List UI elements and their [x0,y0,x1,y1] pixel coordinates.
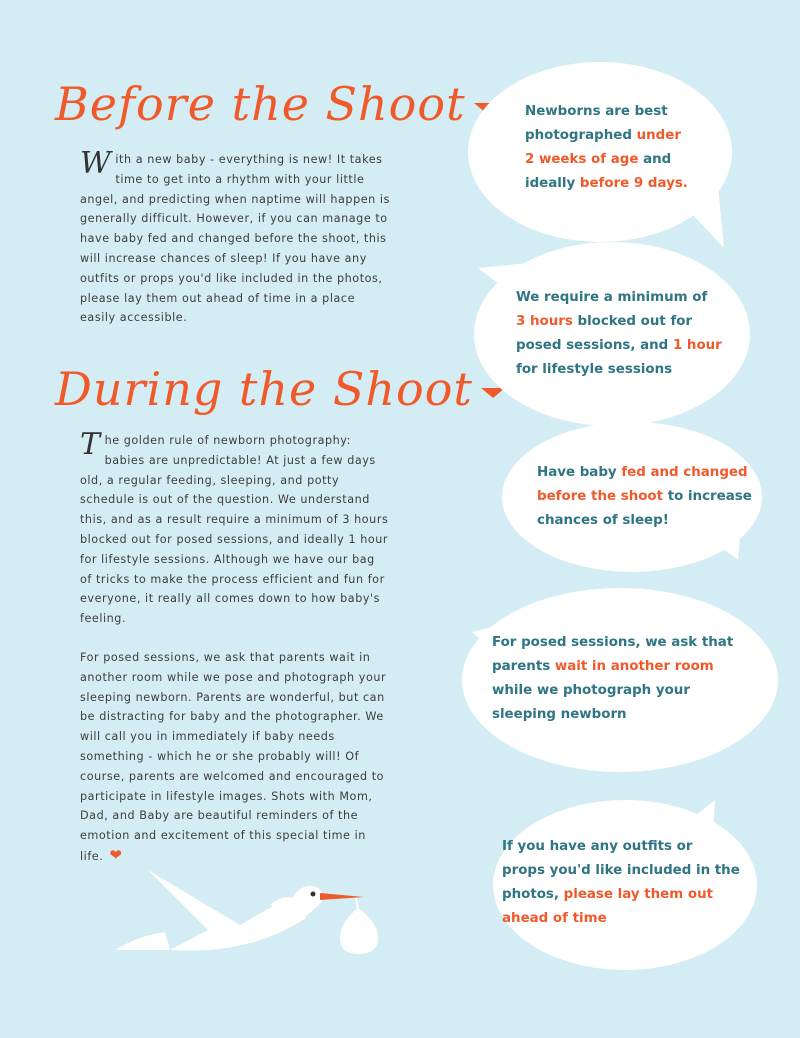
during-paragraph: The golden rule of newborn photography: babies are unpredictable! At just a few days old, a regular feeding, sleeping, and potty schedule is out of the question. We understand this, and as a result require a minimum of 3 hours blocked out for posed sessions, and ideally 1 hour for lifestyle sessions. Although we have our bag of tricks to make the process efficient and fun for everyone, it really all comes down to how baby's feeling. For posed sessions, we ask that parents wait in another room while we pose and photograph your sleeping newborn. Parents are wonderful, but can be distracting for baby and the photographer. We will call you in immediately if baby needs something - which he or she probably will! Of course, parents are welcomed and encouraged to participate in lifestyle images. Shots with Mom, Dad, and Baby are beautiful reminders of the emotion and excitement of this special time in life. ❤ [80,427,389,864]
bubble-2-text: We require a minimum of 3 hours blocked out for posed sessions, and 1 hour for lifestyle sessions [516,290,722,377]
before-paragraph: With a new baby - everything is new! It takes time to get into a rhythm with your little angel, and predicting when naptime will happen is generally difficult. However, if you can manage to have baby fed and changed before the shoot, this will increase chances of sleep! If you have any outfits or props you'd like included in the photos, please lay them out ahead of time in a place easily accessible. [80,146,390,325]
heart-icon: ❤ [109,845,123,864]
drop-cap: W [80,146,112,181]
bubble-4-text: For posed sessions, we ask that parents wait in another room while we photograph your sleeping newborn [492,635,734,722]
bubble-1-text: Newborns are best photographed under 2 weeks of age and ideally before 9 days. [525,104,688,191]
bubble-3-text: Have baby fed and changed before the shoot to increase chances of sleep! [537,465,752,528]
before-the-shoot-heading: Before the Shoot [55,76,498,132]
bubble-5-text: If you have any outfits or props you'd like included in the photos, please lay them out ahead of time [502,839,740,926]
stork-illustration [115,870,378,954]
during-the-shoot-heading: During the Shoot [55,361,505,417]
drop-cap: T [80,427,101,462]
